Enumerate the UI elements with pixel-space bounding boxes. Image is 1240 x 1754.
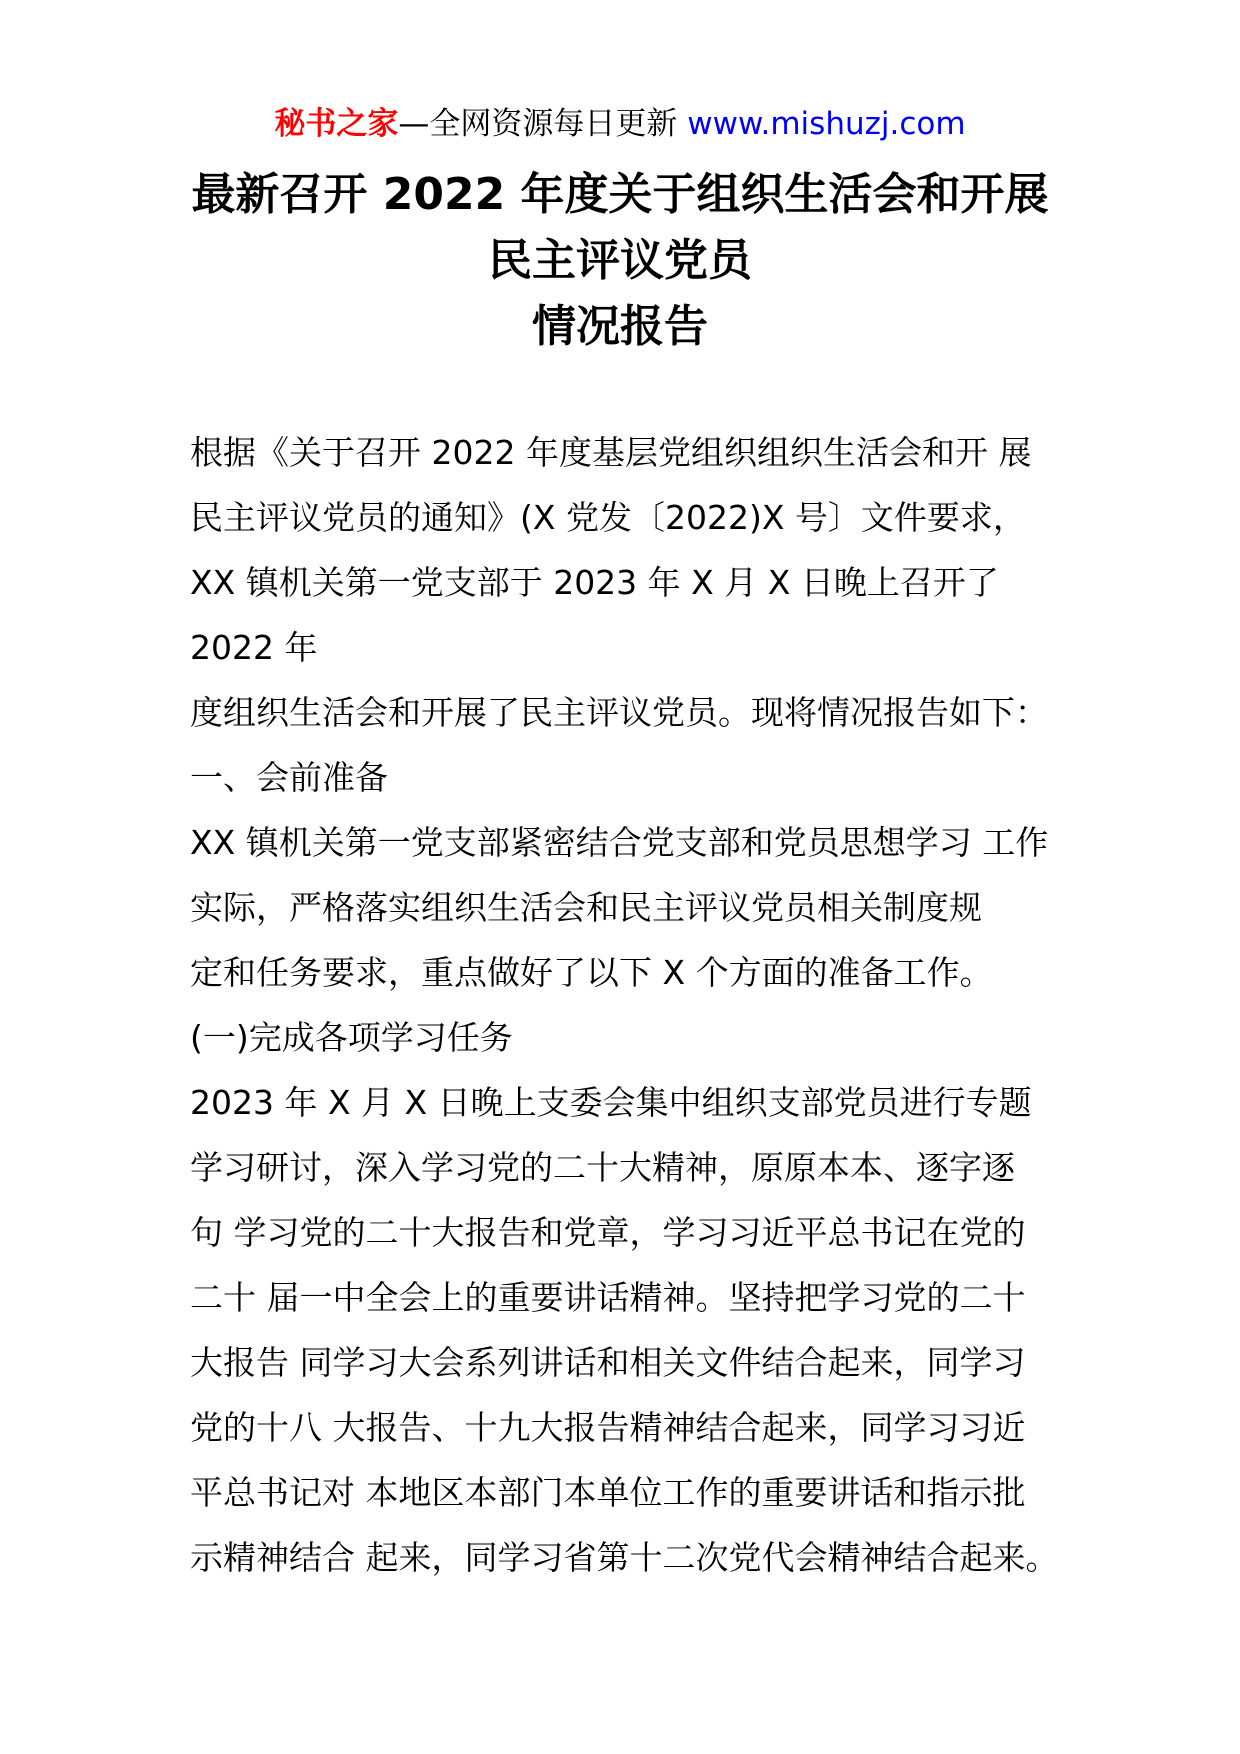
- body-line: 党的十八 大报告、十九大报告精神结合起来，同学习习近: [190, 1408, 1026, 1447]
- body-line: 2023 年 X 月 X 日晚上支委会集中组织支部党员进行专题: [190, 1083, 1032, 1122]
- body-line: 度组织生活会和开展了民主评议党员。现将情况报告如下：: [190, 693, 1048, 732]
- body-line: 平总书记对 本地区本部门本单位工作的重要讲话和指示批: [190, 1473, 1026, 1512]
- body-line: 学习研讨，深入学习党的二十大精神，原原本本、逐字逐: [190, 1148, 1015, 1187]
- body-line: 大报告 同学习大会系列讲话和相关文件结合起来，同学习: [190, 1343, 1026, 1382]
- subsection-heading: (一)完成各项学习任务: [190, 1018, 513, 1057]
- body-line: 句 学习党的二十大报告和党章，学习习近平总书记在党的: [190, 1213, 1026, 1252]
- body-line: 示精神结合 起来，同学习省第十二次党代会精神结合起来。: [190, 1538, 1059, 1577]
- title-line: 最新召开 2022 年度关于组织生活会和开展: [191, 169, 1049, 220]
- body-line: 根据《关于召开 2022 年度基层党组织组织生活会和开 展: [190, 433, 1032, 472]
- brand-slogan: —全网资源每日更新: [398, 106, 688, 142]
- section-heading: 一、会前准备: [190, 758, 388, 797]
- site-url-link[interactable]: www.mishuzj.com: [687, 106, 966, 142]
- brand-name: 秘书之家: [274, 106, 399, 142]
- document-body: [190, 420, 1080, 1590]
- body-line: 定和任务要求，重点做好了以下 X 个方面的准备工作。: [190, 953, 993, 992]
- site-watermark-header: [0, 104, 1240, 144]
- title-line: 民主评议党员: [488, 235, 752, 286]
- title-line: 情况报告: [532, 301, 708, 352]
- body-line: 二十 届一中全会上的重要讲话精神。坚持把学习党的二十: [190, 1278, 1026, 1317]
- body-line: XX 镇机关第一党支部于 2023 年 X 月 X 日晚上召开了: [190, 563, 999, 602]
- body-line: 实际，严格落实组织生活会和民主评议党员相关制度规: [190, 888, 982, 927]
- body-line: 民主评议党员的通知》(X 党发〔2022)X 号〕文件要求，: [190, 498, 1026, 537]
- body-line: 2022 年: [190, 628, 318, 667]
- document-title: [0, 162, 1240, 360]
- body-line: XX 镇机关第一党支部紧密结合党支部和党员思想学习 工作: [190, 823, 1049, 862]
